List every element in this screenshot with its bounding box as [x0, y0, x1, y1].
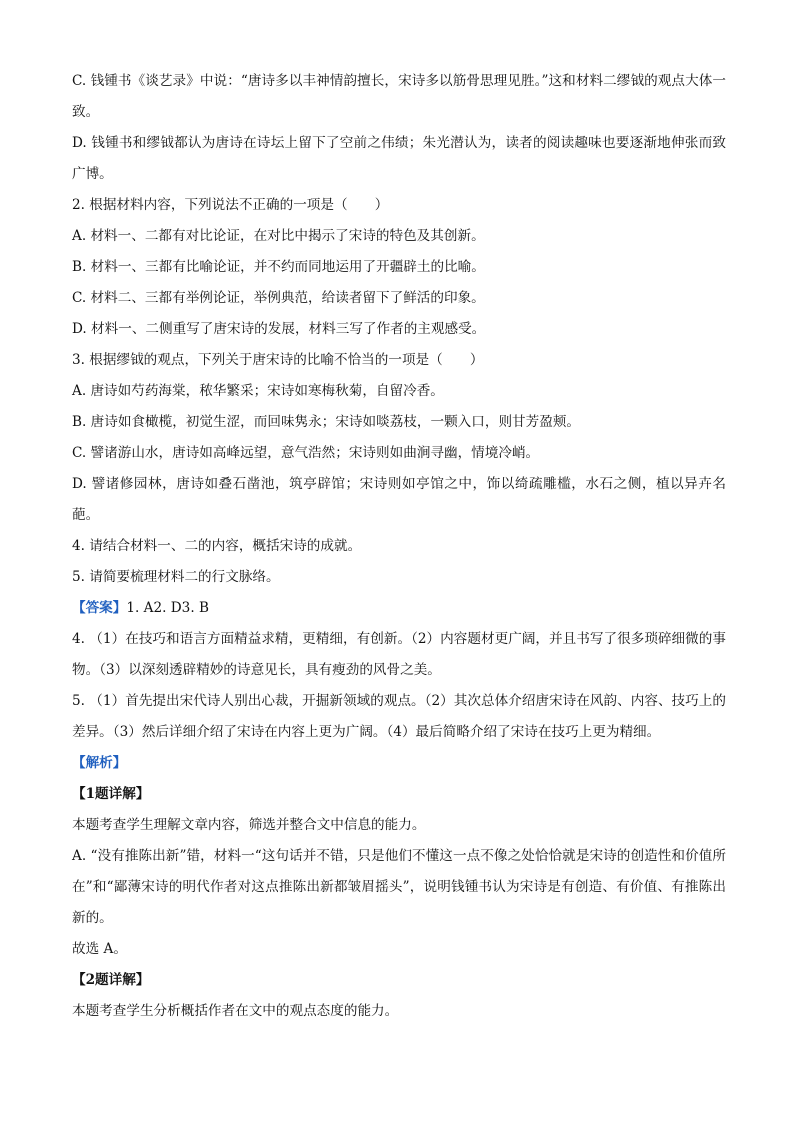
- document-body: [72, 66, 726, 1027]
- option-d-q1: D. 钱锺书和缪钺都认为唐诗在诗坛上留下了空前之伟绩；朱光潜认为，读者的阅读趣味也要逐渐地伸张而致广博。: [72, 135, 726, 182]
- option-d-q3: D. 譬诸修园林，唐诗如叠石凿池，筑亭辟馆；宋诗则如亭馆之中，饰以绮疏雕槛，水石之侧，植以异卉名葩。: [72, 476, 726, 523]
- option-b-q3: B. 唐诗如食橄榄，初觉生涩，而回味隽永；宋诗如啖荔枝，一颗入口，则甘芳盈颊。: [72, 414, 581, 430]
- question-3: 3. 根据缪钺的观点，下列关于唐宋诗的比喻不恰当的一项是（ ）: [72, 352, 484, 368]
- q1-detail-option-a: A. “没有推陈出新”错，材料一“这句话并不错，只是他们不懂这一点不像之处恰恰就是宋诗的创造性和价值所在”和“鄙薄宋诗的明代作者对这点推陈出新都皱眉摇头”，说明钱锺书认为宋诗是有创造、有价值、有推陈出新的。: [72, 848, 726, 926]
- q2-detail-intro: 本题考查学生分析概括作者在文中的观点态度的能力。: [72, 1003, 399, 1019]
- q1-detail-header: 【1题详解】: [72, 786, 150, 802]
- question-5: 5. 请简要梳理材料二的行文脉络。: [72, 569, 280, 585]
- answer-line: [72, 593, 726, 624]
- answer-5: 5. （1）首先提出宋代诗人别出心裁，开掘新领域的观点。（2）其次总体介绍唐宋诗在风韵、内容、技巧上的差异。（3）然后详细介绍了宋诗在内容上更为广阔。（4）最后简略介绍了宋诗在技巧上更为精细。: [72, 693, 726, 740]
- answer-label: 【答案】: [72, 600, 127, 616]
- option-b-q2: B. 材料一、三都有比喻论证，并不约而同地运用了开疆辟土的比喻。: [72, 259, 485, 275]
- answer-4: 4. （1）在技巧和语言方面精益求精，更精细，有创新。（2）内容题材更广阔，并且书写了很多琐碎细微的事物。（3）以深刻透辟精妙的诗意见长，具有瘦劲的风骨之美。: [72, 631, 726, 678]
- option-c-q2: C. 材料二、三都有举例论证，举例典范，给读者留下了鲜活的印象。: [72, 290, 485, 306]
- analysis-label: 【解析】: [72, 755, 127, 771]
- option-c-q1: C. 钱锺书《谈艺录》中说：“唐诗多以丰神情韵擅长，宋诗多以筋骨思理见胜。”这和材料二缪钺的观点大体一致。: [72, 73, 726, 120]
- question-2: 2. 根据材料内容，下列说法不正确的一项是（ ）: [72, 197, 389, 213]
- q1-detail-intro: 本题考查学生理解文章内容，筛选并整合文中信息的能力。: [72, 817, 426, 833]
- question-4: 4. 请结合材料一、二的内容，概括宋诗的成就。: [72, 538, 362, 554]
- option-c-q3: C. 譬诸游山水，唐诗如高峰远望，意气浩然；宋诗则如曲涧寻幽，情境冷峭。: [72, 445, 540, 461]
- q1-detail-conclusion: 故选 A。: [72, 941, 127, 957]
- option-a-q3: A. 唐诗如芍药海棠，秾华繁采；宋诗如寒梅秋菊，自留冷香。: [72, 383, 444, 399]
- option-d-q2: D. 材料一、二侧重写了唐宋诗的发展，材料三写了作者的主观感受。: [72, 321, 486, 337]
- option-a-q2: A. 材料一、二都有对比论证，在对比中揭示了宋诗的特色及其创新。: [72, 228, 485, 244]
- answer-text: 1. A2. D3. B: [126, 600, 209, 616]
- q2-detail-header: 【2题详解】: [72, 972, 150, 988]
